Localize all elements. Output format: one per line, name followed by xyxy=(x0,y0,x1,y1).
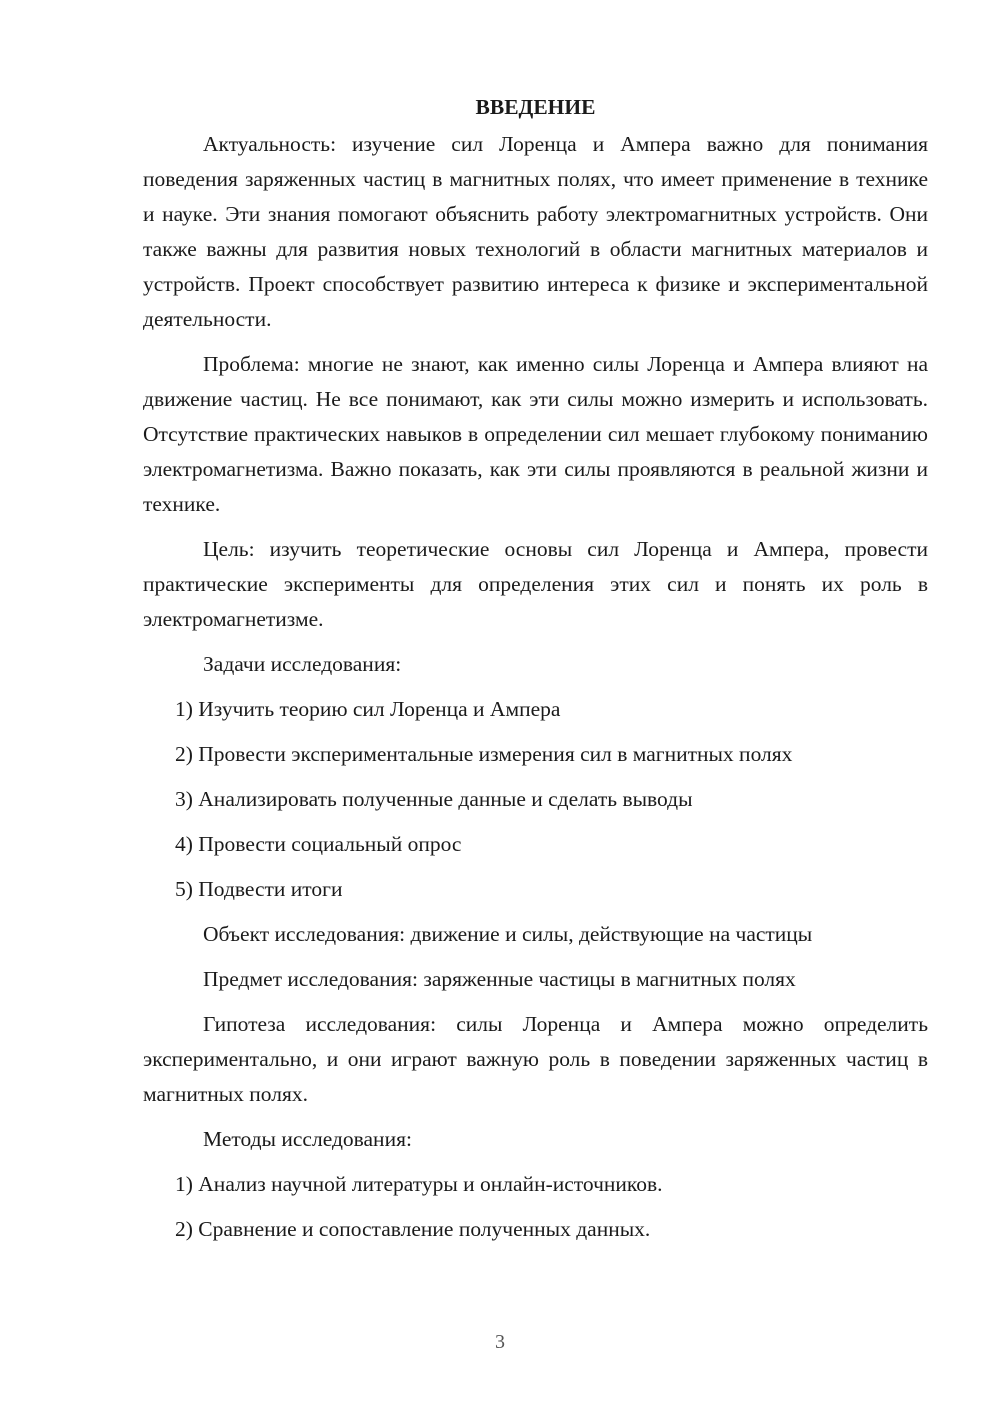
list-item: 1) Изучить теорию сил Лоренца и Ампера xyxy=(175,697,561,721)
object-line: Объект исследования: движение и силы, действующие на частицы xyxy=(203,922,813,946)
problem-paragraph: Проблема: многие не знают, как именно силы Лоренца и Ампера влияют на движение частиц. Не все понимают, как эти силы можно измерить и использовать. Отсутствие практических навыков в определении сил мешает глубокому пониманию электромагнетизма. Важно показать, как эти силы проявляются в реальной жизни и технике. xyxy=(143,352,928,516)
subject-line: Предмет исследования: заряженные частицы в магнитных полях xyxy=(203,967,796,991)
goal-paragraph: Цель: изучить теоретические основы сил Лоренца и Ампера, провести практические эксперименты для определения этих сил и понять их роль в электромагнетизме. xyxy=(143,537,928,631)
list-item: 3) Анализировать полученные данные и сделать выводы xyxy=(175,787,693,811)
relevance-paragraph: Актуальность: изучение сил Лоренца и Ампера важно для понимания поведения заряженных частиц в магнитных полях, что имеет применение в технике и науке. Эти знания помогают объяснить работу электромагнитных устройств. Они также важны для развития новых технологий в области магнитных материалов и устройств. Проект способствует развитию интереса к физике и экспериментальной деятельности. xyxy=(143,132,928,331)
page-title: ВВЕДЕНИЕ xyxy=(475,95,596,119)
list-item: 2) Сравнение и сопоставление полученных данных. xyxy=(175,1217,651,1241)
list-item: 2) Провести экспериментальные измерения сил в магнитных полях xyxy=(175,742,793,766)
methods-list xyxy=(143,1167,928,1247)
page-number: 3 xyxy=(495,1331,505,1353)
tasks-list xyxy=(143,692,928,907)
list-item: 4) Провести социальный опрос xyxy=(175,832,462,856)
tasks-heading: Задачи исследования: xyxy=(203,652,402,676)
document-page xyxy=(143,90,928,1247)
methods-heading: Методы исследования: xyxy=(203,1127,412,1151)
list-item: 1) Анализ научной литературы и онлайн-источников. xyxy=(175,1172,663,1196)
list-item: 5) Подвести итоги xyxy=(175,877,343,901)
hypothesis-paragraph: Гипотеза исследования: силы Лоренца и Ампера можно определить экспериментально, и они играют важную роль в поведении заряженных частиц в магнитных полях. xyxy=(143,1012,928,1106)
